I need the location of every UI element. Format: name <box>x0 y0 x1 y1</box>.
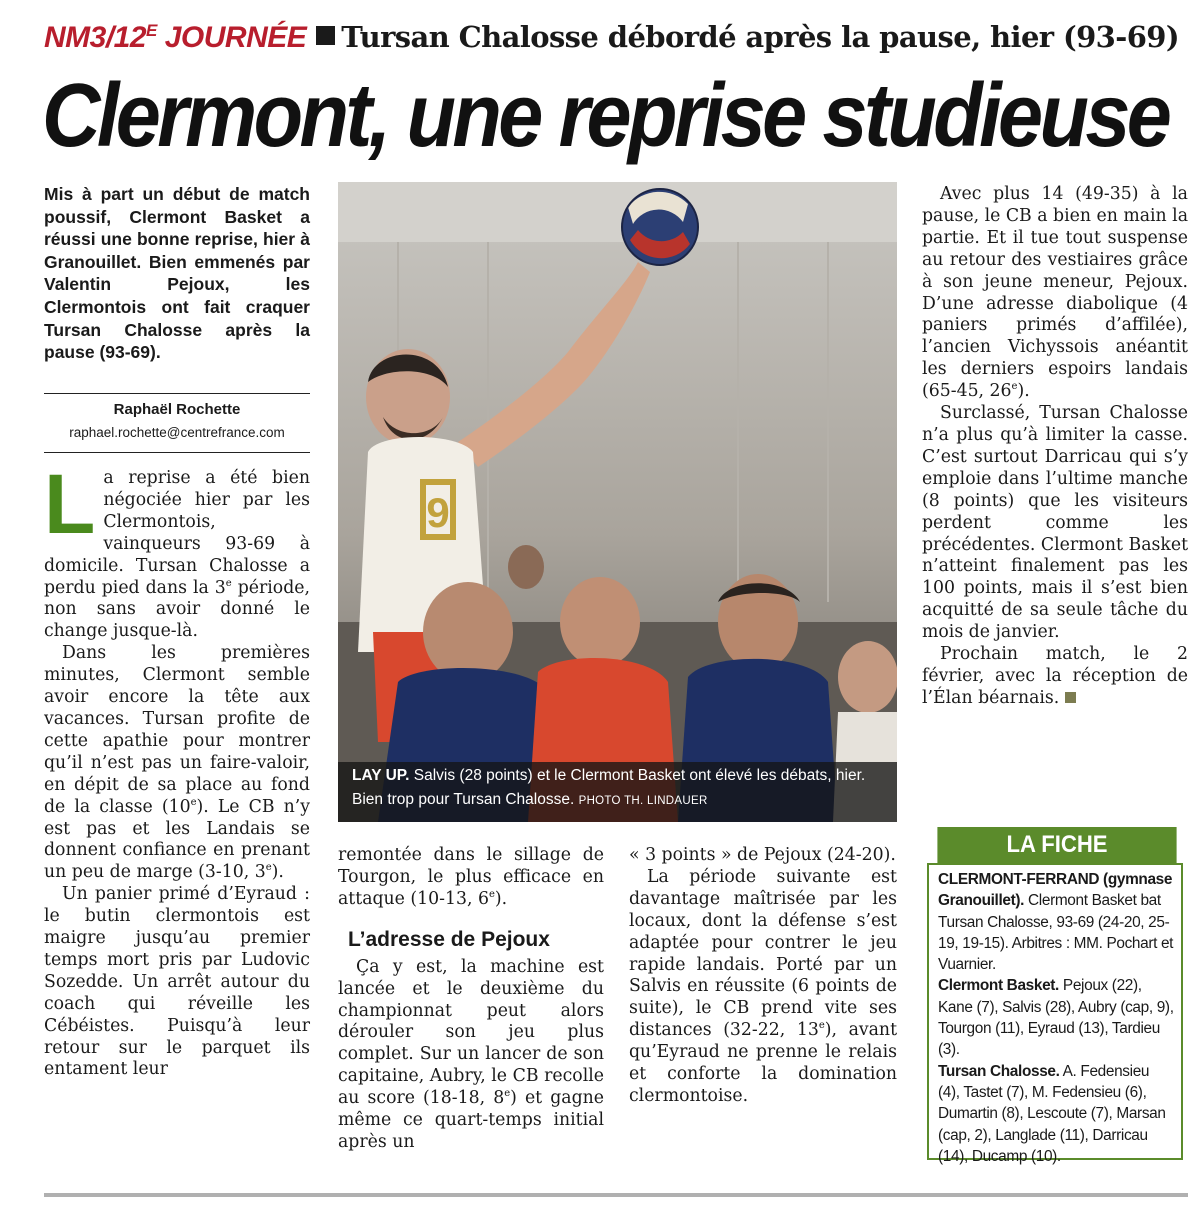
paragraph: Surclassé, Tursan Chalosse n’a plus qu’à limiter la casse. C’est surtout Darricau qui s’y emploie dans l’ultime manche (8 points) que les visiteurs perdent comme les précédentes. Clermont Basket n’atteint finalement pas les 100 points, mais il s’est bien acquitté de sa seule tâche du mois de janvier. <box>922 403 1189 643</box>
fiche-box <box>927 863 1183 1165</box>
rubric: $NM3/12^E$ JOURNÉE <box>44 21 307 54</box>
byline-author: Raphaël Rochette <box>113 401 241 418</box>
fiche-title: LA FICHE <box>937 827 1176 863</box>
article-column-4 <box>922 184 1188 710</box>
caption-text: Salvis (28 points) et le Clermont Basket ont élevé les débats, hier. Bien trop pour Tursan Chalosse. <box>352 767 866 808</box>
intertitle: L’adresse de Pejoux <box>348 927 550 951</box>
byline-divider-top <box>44 393 310 394</box>
paragraph: « 3 points » de Pejoux (24-20). <box>629 845 896 865</box>
paragraph: Prochain match, le 2 février, avec la réception de l’Élan béarnais. <box>922 644 1188 708</box>
byline-email: raphael.rochette@centrefrance.com <box>69 425 285 440</box>
kicker <box>44 20 1179 60</box>
headline: Clermont, une reprise studieuse <box>42 66 1169 166</box>
end-square-icon <box>1065 692 1076 703</box>
article-column-2 <box>338 845 604 1154</box>
caption-lead: LAY UP. <box>352 767 410 784</box>
drop-cap: L <box>44 457 96 551</box>
article-column-3 <box>629 845 897 1108</box>
article-column-1 <box>44 457 310 1081</box>
paragraph: remontée dans le sillage de Tourgon, le plus efficace en attaque (10-13, 6e). <box>338 845 604 909</box>
paragraph: La période suivante est davantage maîtrisée par les locaux, dont la défense s’est adaptée pour contrer le jeu rapide landais. Porté par un Salvis en réussite (6 points de suite), le CB prend vite ses distances (32-22, 13e), avant qu’Eyraud ne prenne le relais et conforte la domination clermontoise. <box>629 866 898 1106</box>
basketball-photo-illustration <box>338 182 897 822</box>
paragraph: Dans les premières minutes, Clermont semble avoir encore la tête aux vacances. Tursan profite de cette apathie pour montrer qu’il n’est pas un faire-valoir, en dépit de sa place au fond de la classe (10e). Le CB n’y est pas et les Landais se donnent confiance en prenant un peu de marge (3-10, 3e). <box>44 643 310 883</box>
kicker-subhead: Tursan Chalosse débordé après la pause, hier (93-69) <box>341 20 1179 54</box>
paragraph: La reprise a été bien négociée hier par les Clermontois, vainqueurs 93-69 à domicile. Tursan Chalosse a perdu pied dans la 3e période, non sans avoir donné le change jusque-là. <box>44 457 310 642</box>
fiche-team-away: Tursan Chalosse. A. Fedensieu (4), Tastet (7), M. Fedensieu (6), Dumartin (8), Lescoute (7), Marsan (cap, 2), Langlade (11), Darricau (14), Ducamp (10). <box>938 1062 1166 1165</box>
paragraph: Un panier primé d’Eyraud : le butin clermontois est maigre jusqu’au premier temps mort pris par Ludovic Sozedde. Un arrêt autour du coach qui réveille les Cébéistes. Puisqu’à leur retour sur le parquet ils entament leur <box>44 884 310 1080</box>
basketball-icon <box>622 189 698 265</box>
chapo: Mis à part un début de match poussif, Clermont Basket a réussi une bonne reprise, hier à Granouillet. Bien emmenés par Valentin Pejoux, les Clermontois ont fait craquer Tursan Chalosse après la pause (93-69). <box>44 184 310 363</box>
paragraph: Avec plus 14 (49-35) à la pause, le CB a bien en main la partie. Et il tue tout suspense au retour des vestiaires grâce à son jeune meneur, Pejoux. D’une adresse diabolique (4 paniers primés d’affilée), l’ancien Vichyssois anéantit les derniers espoirs landais (65-45, 26e). <box>922 184 1188 402</box>
byline-divider-bottom <box>44 452 310 453</box>
bottom-rule <box>44 1193 1188 1197</box>
jersey-number: 9 <box>426 489 450 536</box>
fiche-team-home: Clermont Basket. Pejoux (22), Kane (7), Salvis (28), Aubry (cap, 9), Tourgon (11), Eyraud (13), Tardieu (3). <box>938 977 1174 1059</box>
kicker-square-icon <box>316 26 335 45</box>
photo-caption <box>338 762 897 822</box>
fiche-venue: CLERMONT-FERRAND (gymnase Granouillet). Clermont Basket bat Tursan Chalosse, 93-69 (24-20, 25-19, 19-15). Arbitres : MM. Pochart et Vuarnier. <box>938 871 1174 974</box>
photo <box>338 182 897 822</box>
paragraph: Ça y est, la machine est lancée et le deuxième du championnat peut alors dérouler son jeu plus complet. Sur un lancer de son capitaine, Aubry, le CB recolle au score (18-18, 8e) et gagne même ce quart-temps initial après un <box>338 956 605 1152</box>
photo-credit: PHOTO TH. LINDAUER <box>578 795 708 807</box>
